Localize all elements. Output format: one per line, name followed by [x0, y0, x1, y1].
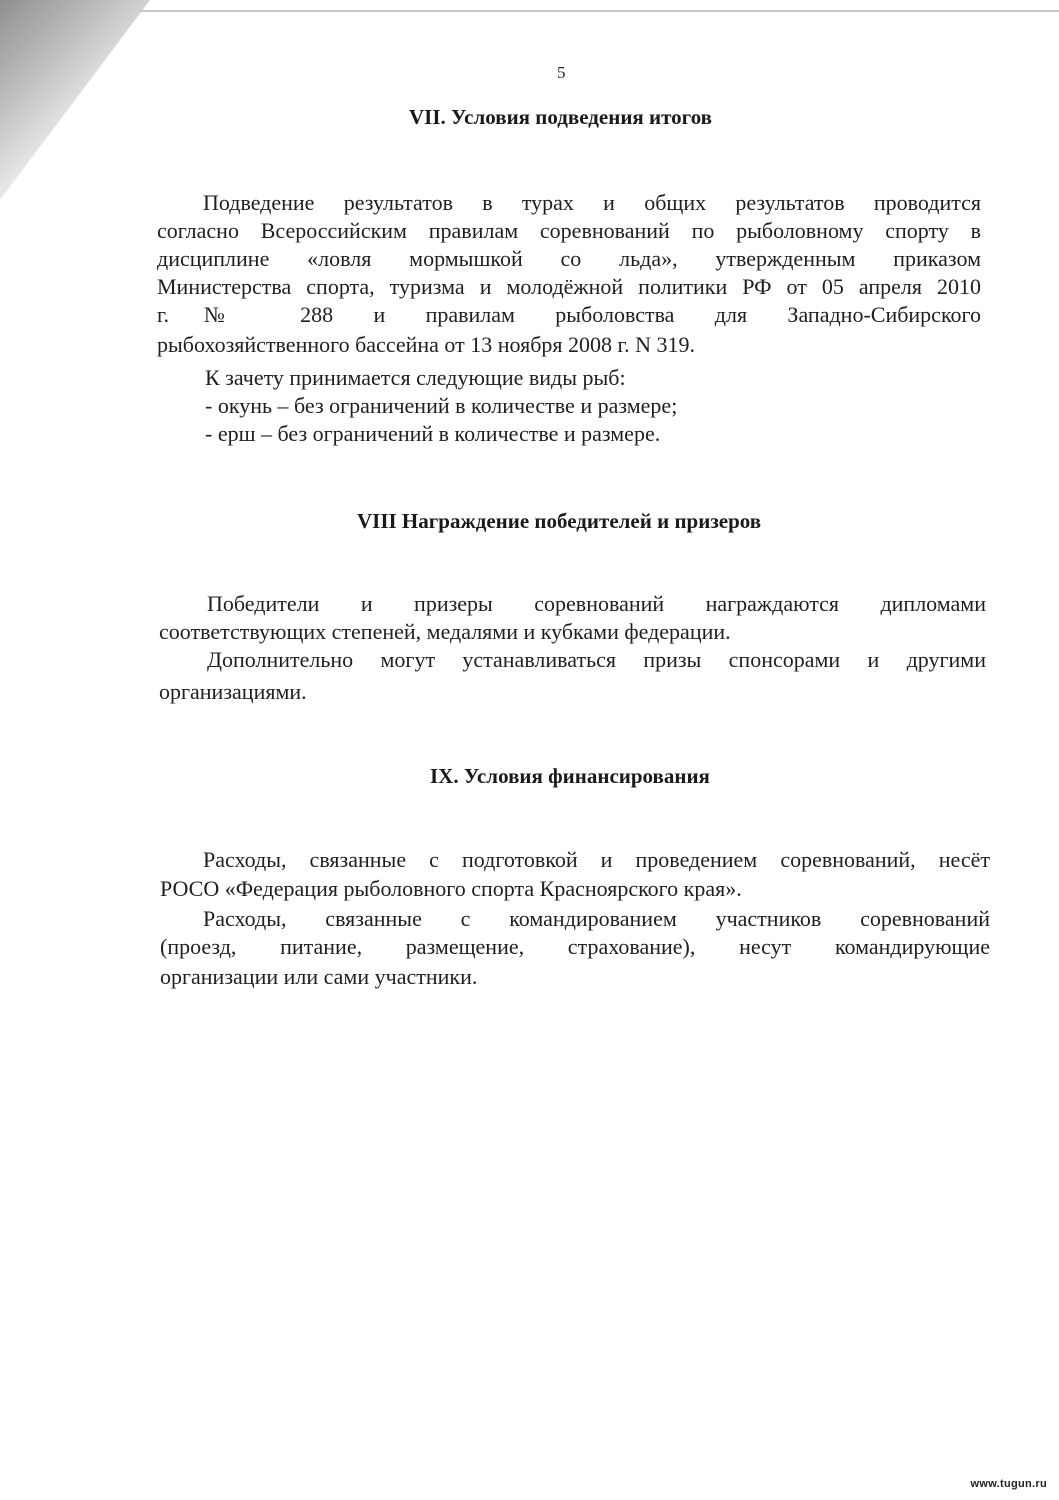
- paragraph-line: Подведение результатов в турах и общих результатов проводится: [203, 190, 981, 215]
- paragraph-line: дисциплине «ловля мормышкой со льда», утвержденным приказом: [157, 246, 981, 271]
- paragraph-line: соответствующих степеней, медалями и кубками федерации.: [159, 619, 731, 644]
- paragraph-line: К зачету принимается следующие виды рыб:: [205, 365, 626, 390]
- section-heading-viii: VIII Награждение победителей и призеров: [357, 509, 762, 533]
- list-item: - окунь – без ограничений в количестве и размере;: [205, 393, 678, 418]
- paragraph-line: Расходы, связанные с командированием участников соревнований: [203, 906, 990, 931]
- paragraph-line: РОСО «Федерация рыболовного спорта Красноярского края».: [160, 876, 742, 901]
- scan-top-edge: [140, 10, 1059, 12]
- paragraph-line: Победители и призеры соревнований награждаются дипломами: [207, 591, 986, 616]
- paragraph-line: рыбохозяйственного бассейна от 13 ноября 2008 г. N 319.: [157, 332, 695, 357]
- paragraph-line: Расходы, связанные с подготовкой и проведением соревнований, несёт: [203, 847, 990, 872]
- page-number: 5: [557, 63, 566, 82]
- paragraph-line: (проезд, питание, размещение, страхование), несут командирующие: [160, 934, 990, 959]
- paragraph-line: Министерства спорта, туризма и молодёжной политики РФ от 05 апреля 2010: [157, 274, 981, 299]
- site-watermark: www.tugun.ru: [970, 1478, 1047, 1490]
- paragraph-line: организации или сами участники.: [160, 964, 478, 989]
- list-item: - ерш – без ограничений в количестве и размере.: [205, 421, 661, 446]
- section-heading-ix: IX. Условия финансирования: [430, 764, 710, 788]
- paragraph-line: Дополнительно могут устанавливаться призы спонсорами и другими: [207, 647, 986, 672]
- scan-corner-shadow: [0, 0, 150, 200]
- section-heading-vii: VII. Условия подведения итогов: [409, 105, 713, 129]
- paragraph-line: согласно Всероссийским правилам соревнований по рыболовному спорту в: [157, 218, 981, 243]
- paragraph-line: организациями.: [159, 679, 307, 704]
- paragraph-line: г.№ 288 и правилам рыболовства для Западно-Сибирского: [157, 302, 981, 327]
